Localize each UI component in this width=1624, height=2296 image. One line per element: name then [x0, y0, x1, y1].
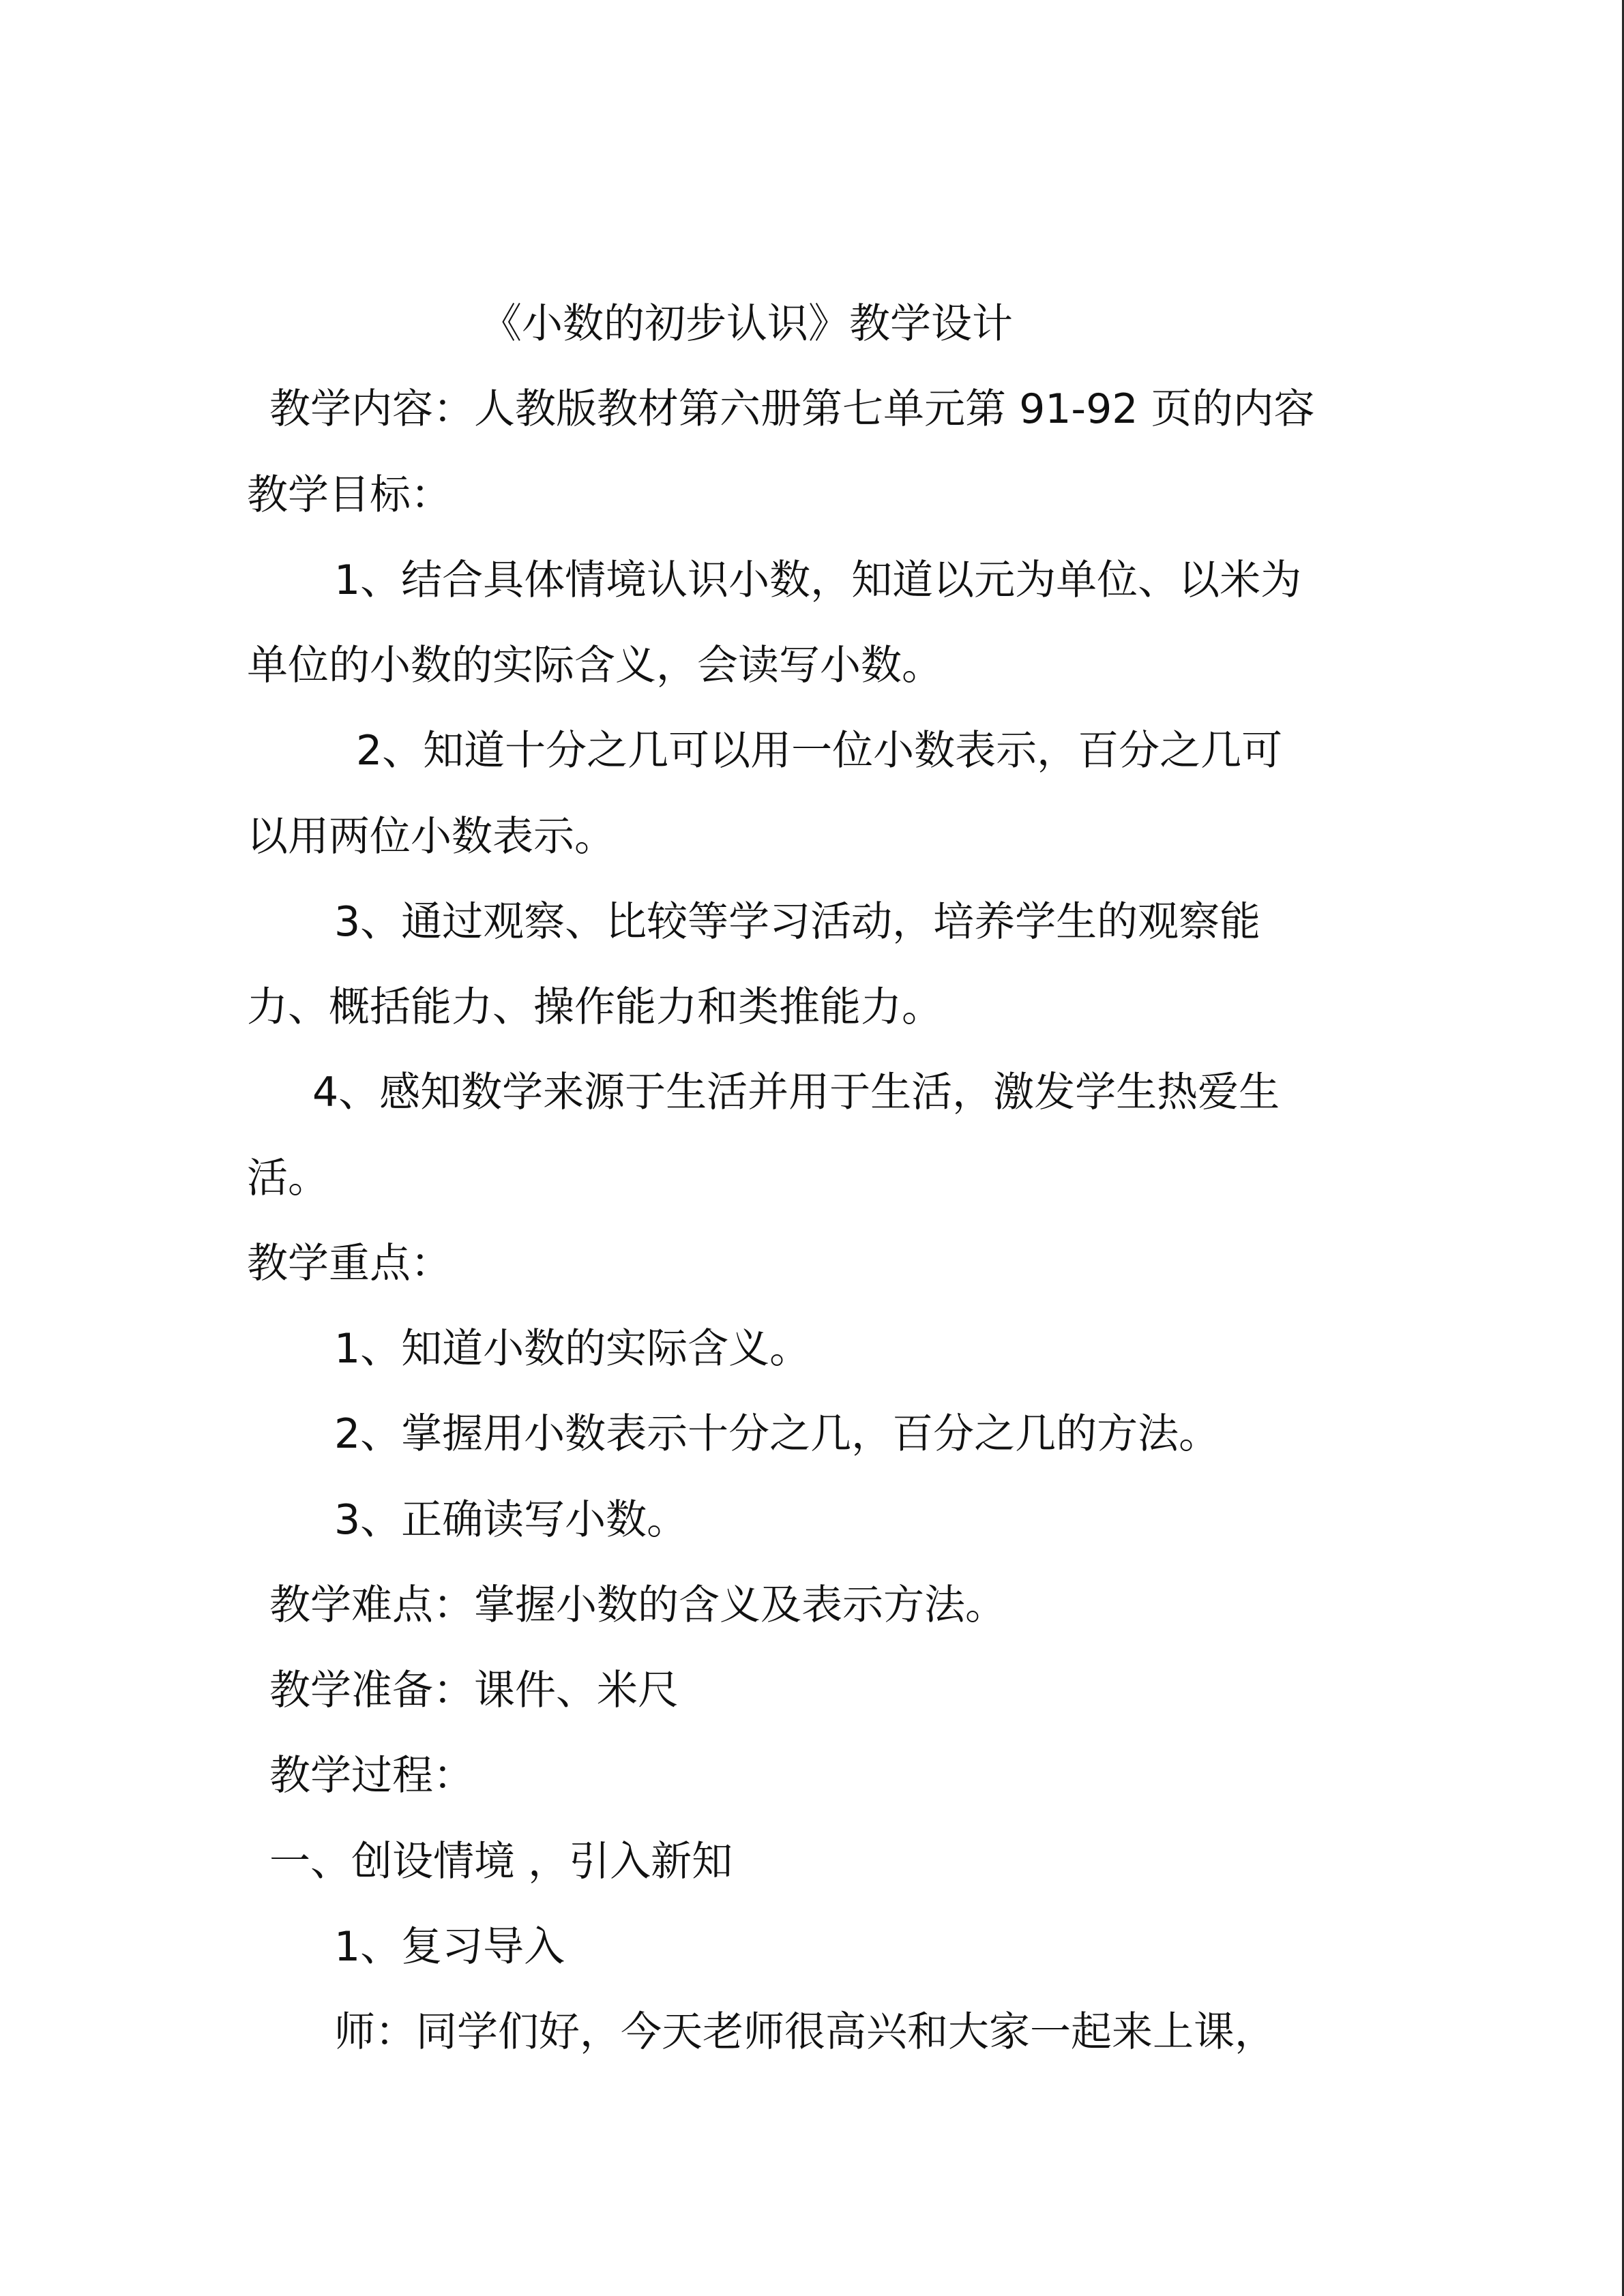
objective-1-line-2: 单位的小数的实际含义，会读写小数。 [247, 642, 943, 689]
objective-2-line-1: 2、知道十分之几可以用一位小数表示，百分之几可 [356, 727, 1283, 775]
key-point-3: 3、正确读写小数。 [334, 1496, 688, 1544]
section-1-heading: 一、创设情境 ，引入新知 [269, 1838, 733, 1885]
objective-3-line-2: 力、概括能力、操作能力和类推能力。 [247, 983, 943, 1031]
teaching-content-line: 教学内容：人教版教材第六册第七单元第 91-92 页的内容 [269, 385, 1315, 433]
preparation-line: 教学准备：课件、米尺 [269, 1667, 679, 1714]
objective-2-line-2: 以用两位小数表示。 [247, 813, 615, 861]
key-point-1: 1、知道小数的实际含义。 [334, 1325, 811, 1373]
key-point-2: 2、掌握用小数表示十分之几，百分之几的方法。 [334, 1410, 1220, 1458]
objectives-heading: 教学目标： [247, 471, 452, 519]
teacher-dialogue-line: 师：同学们好，今天老师很高兴和大家一起来上课， [334, 2008, 1275, 2056]
objective-4-line-1: 4、感知数学来源于生活并用于生活，激发学生热爱生 [312, 1069, 1280, 1116]
process-heading: 教学过程： [269, 1752, 474, 1800]
key-points-heading: 教学重点： [247, 1240, 452, 1287]
difficulty-line: 教学难点：掌握小数的含义及表示方法。 [269, 1581, 1006, 1629]
document-title: 《小数的初步认识》教学设计 [481, 300, 1013, 348]
objective-1-line-1: 1、结合具体情境认识小数，知道以元为单位、以米为 [334, 556, 1302, 604]
objective-3-line-1: 3、通过观察、比较等学习活动，培养学生的观察能 [334, 898, 1261, 946]
step-1-heading: 1、复习导入 [334, 1923, 565, 1971]
objective-4-line-2: 活。 [247, 1154, 329, 1202]
